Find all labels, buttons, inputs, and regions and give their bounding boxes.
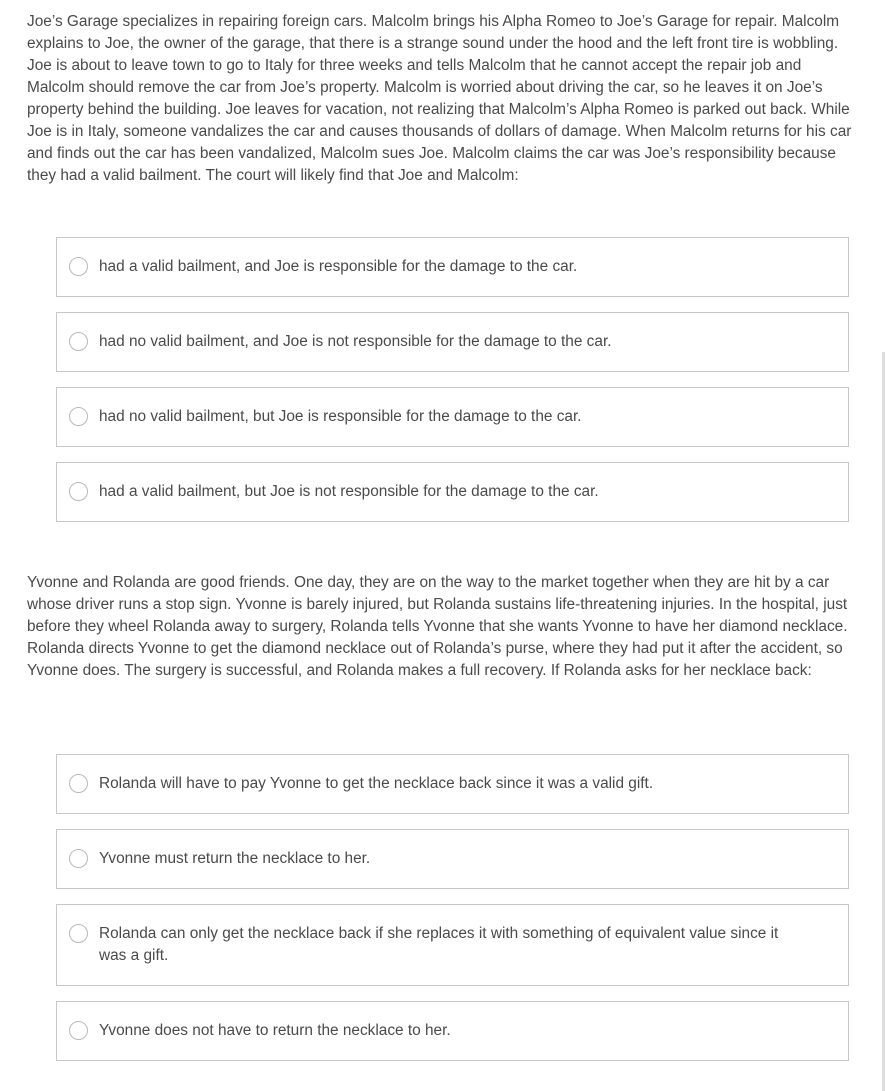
radio-button-icon[interactable]: [69, 849, 88, 868]
question-2-text: Yvonne and Rolanda are good friends. One day, they are on the way to the market together when they are hit by a car whose driver runs a stop sign. Yvonne is barely injured, but Rolanda sustains life-threatening injuries. In the hospital, just before they wheel Rolanda away to surgery, Rolanda tells Yvonne that she wants Yvonne to have her diamond necklace. Rolanda directs Yvonne to get the diamond necklace out of Rolanda’s purse, where they had put it after the accident, so Yvonne does. The surgery is successful, and Rolanda makes a full recovery. If Rolanda asks for her necklace back:: [27, 574, 848, 679]
question-2-option-1[interactable]: [56, 754, 849, 814]
question-2-option-3[interactable]: [56, 904, 849, 986]
question-1-option-1[interactable]: [56, 237, 849, 297]
question-1-text: Joe’s Garage specializes in repairing foreign cars. Malcolm brings his Alpha Romeo to Joe’s Garage for repair. Malcolm explains to Joe, the owner of the garage, that there is a strange sound under the hood and the left front tire is wobbling. Joe is about to leave town to go to Italy for three weeks and tells Malcolm that he cannot accept the repair job and Malcolm should remove the car from Joe’s property. Malcolm is worried about driving the car, so he leaves it on Joe’s property behind the building. Joe leaves for vacation, not realizing that Malcolm’s Alpha Romeo is parked out back. While Joe is in Italy, someone vandalizes the car and causes thousands of dollars of damage. When Malcolm returns for his car and finds out the car has been vandalized, Malcolm sues Joe. Malcolm claims the car was Joe’s responsibility because they had a valid bailment. The court will likely find that Joe and Malcolm:: [27, 13, 852, 184]
option-label: Rolanda can only get the necklace back if she replaces it with something of equivalent value since it was a gift.: [99, 925, 779, 964]
question-2-option-4[interactable]: [56, 1001, 849, 1061]
option-label: had no valid bailment, and Joe is not responsible for the damage to the car.: [99, 333, 612, 350]
radio-button-icon[interactable]: [69, 774, 88, 793]
radio-button-icon[interactable]: [69, 407, 88, 426]
radio-button-icon[interactable]: [69, 924, 88, 943]
option-label: Yvonne does not have to return the necklace to her.: [99, 1022, 451, 1039]
question-2-option-2[interactable]: [56, 829, 849, 889]
radio-button-icon[interactable]: [69, 1021, 88, 1040]
option-label: had a valid bailment, and Joe is responsible for the damage to the car.: [99, 258, 578, 275]
question-1-option-2[interactable]: [56, 312, 849, 372]
radio-button-icon[interactable]: [69, 332, 88, 351]
option-label: Rolanda will have to pay Yvonne to get the necklace back since it was a valid gift.: [99, 775, 654, 792]
question-1-option-4[interactable]: [56, 462, 849, 522]
option-label: Yvonne must return the necklace to her.: [99, 850, 371, 867]
option-label: had no valid bailment, but Joe is responsible for the damage to the car.: [99, 408, 582, 425]
radio-button-icon[interactable]: [69, 257, 88, 276]
question-1-option-3[interactable]: [56, 387, 849, 447]
option-label: had a valid bailment, but Joe is not responsible for the damage to the car.: [99, 483, 599, 500]
radio-button-icon[interactable]: [69, 482, 88, 501]
